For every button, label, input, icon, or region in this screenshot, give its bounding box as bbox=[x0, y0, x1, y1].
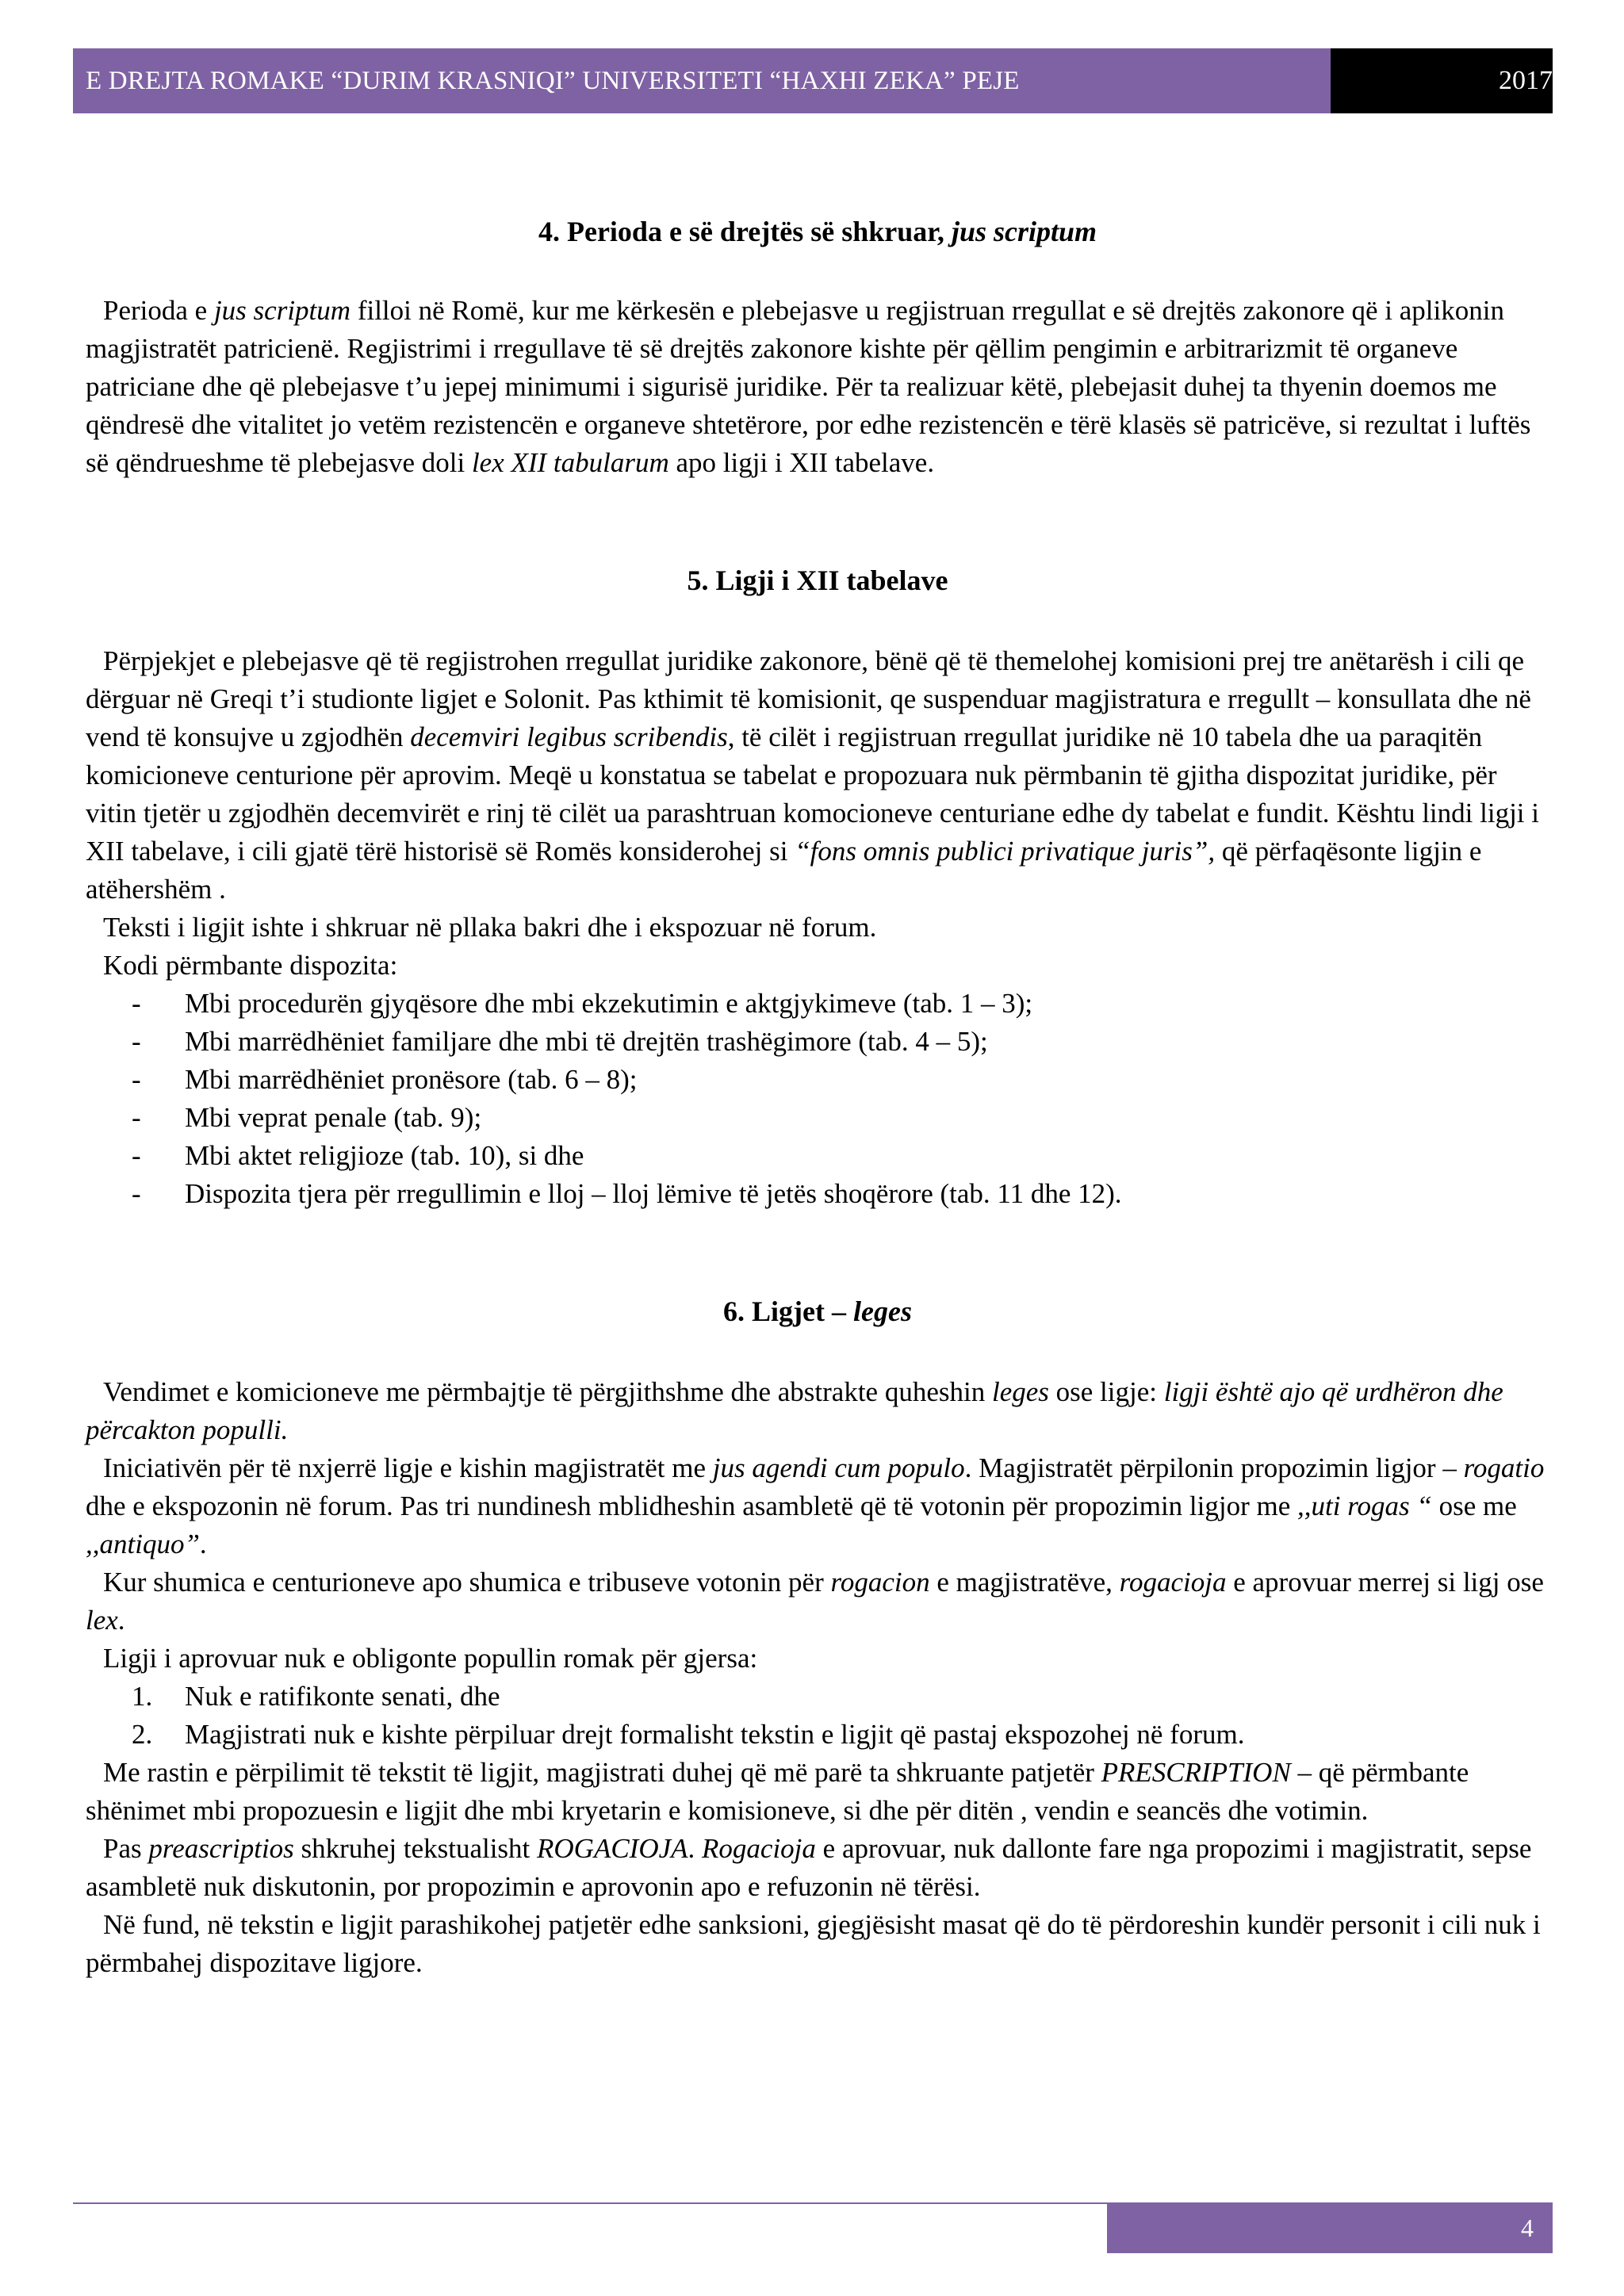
section-5-paragraph-1: Përpjekjet e plebejasve që të regjistrohen rregullat juridike zakonore, bënë që të themelohej komisioni prej tre anëtarësh i cili qe dërguar në Greqi t’i studionte ligjet e Solonit. Pas kthimit të komisionit, qe suspenduar magjistratura e rregullt – konsullata dhe në vend të konsujve u zgjodhën decemviri legibus scribendis, të cilët i regjistruan rregullat juridike në 10 tabela dhe ua paraqitën komicioneve centurione për aprovim. Meqë u konstatua se tabelat e propozuara nuk përmbanin të gjitha dispozitat juridike, për vitin tjetër u zgjodhën decemvirët e rinj të cilët ua parashtruan komocioneve centuriane edhe dy tabelat e fundit. Kështu lindi ligji i XII tabelave, i cili gjatë tërë historisë së Romës konsiderohej si “fons omnis publici privatique juris”, që përfaqësonte ligjin e atëhershëm . bbox=[86, 645, 1539, 905]
section-6-list bbox=[86, 1678, 1549, 1754]
page-number: 4 bbox=[1521, 2214, 1534, 2242]
section-6-paragraph-4: Ligji i aprovuar nuk e obligonte popullin romak për gjersa: bbox=[103, 1643, 758, 1674]
section-6-paragraph-2: Iniciativën për të nxjerrë ligje e kishin magjistratët me jus agendi cum populo. Magjistratët përpilonin propozimin ligjor – rogatio dhe e ekspozonin në forum. Pas tri nundinesh mblidheshin asambletë që të votonin për propozimin ligjor me ,,uti rogas “ ose me ,,antiquo”. bbox=[86, 1452, 1545, 1559]
section-6-heading: 6. Ligjet – leges bbox=[723, 1295, 912, 1327]
list-item: - Mbi veprat penale (tab. 9); bbox=[132, 1102, 482, 1133]
section-6-paragraph-1: Vendimet e komicioneve me përmbajtje të përgjithshme dhe abstrakte quheshin leges ose ligje: ligji është ajo që urdhëron dhe përcakton populli. bbox=[86, 1376, 1503, 1445]
document-body bbox=[86, 212, 1549, 1982]
footer-box bbox=[1107, 2202, 1553, 2253]
section-5-paragraph-3: Kodi përmbante dispozita: bbox=[103, 950, 398, 981]
list-item: - Mbi marrëdhëniet familjare dhe mbi të drejtën trashëgimore (tab. 4 – 5); bbox=[132, 1026, 988, 1057]
list-item: - Dispozita tjera për rregullimin e lloj – lloj lëmive të jetës shoqërore (tab. 11 dhe 12). bbox=[132, 1178, 1122, 1209]
section-6-paragraph-3: Kur shumica e centurioneve apo shumica e tribuseve votonin për rogacion e magjistratëve, rogacioja e aprovuar merrej si ligj ose lex. bbox=[86, 1567, 1544, 1636]
section-4-heading: 4. Perioda e së drejtës së shkruar, jus scriptum bbox=[538, 216, 1097, 247]
section-6-paragraph-5: Me rastin e përpilimit të tekstit të ligjit, magjistrati duhej që më parë ta shkruante patjetër PRESCRIPTION – që përmbante shënimet mbi propozuesin e ligjit dhe mbi kryetarin e komisioneve, si dhe për ditën , vendin e seancës dhe votimin. bbox=[86, 1757, 1469, 1826]
section-5-heading: 5. Ligji i XII tabelave bbox=[687, 564, 948, 596]
header-year: 2017 bbox=[1499, 66, 1553, 95]
section-5-paragraph-2: Teksti i ligjit ishte i shkruar në pllaka bakri dhe i ekspozuar në forum. bbox=[103, 912, 877, 943]
section-4-paragraph: Perioda e jus scriptum filloi në Romë, kur me kërkesën e plebejasve u regjistruan rregullat e së drejtës zakonore që i aplikonin magjistratët patricienë. Regjistrimi i rregullave të së drejtës zakonore kishte për qëllim pengimin e arbitrarizmit të organeve patriciane dhe që plebejasve t’u jepej minimumi i sigurisë juridike. Për ta realizuar këtë, plebejasit duhej ta thyenin doemos me qëndresë dhe vitalitet jo vetëm rezistencën e organeve shtetërore, por edhe rezistencën e tërë klasës së patricëve, si rezultat i luftës së qëndrueshme të plebejasve doli lex XII tabularum apo ligji i XII tabelave. bbox=[86, 295, 1531, 478]
section-5-list bbox=[86, 985, 1549, 1213]
list-item: - Mbi procedurën gjyqësore dhe mbi ekzekutimin e aktgjykimeve (tab. 1 – 3); bbox=[132, 988, 1033, 1019]
list-item: - Mbi marrëdhëniet pronësore (tab. 6 – 8); bbox=[132, 1064, 638, 1095]
header-title: E DREJTA ROMAKE “DURIM KRASNIQI” UNIVERSITETI “HAXHI ZEKA” PEJE bbox=[86, 67, 1020, 95]
section-6-paragraph-7: Në fund, në tekstin e ligjit parashikohej patjetër edhe sanksioni, gjegjësisht masat që do të përdoreshin kundër personit i cili nuk i përmbahej dispozitave ligjore. bbox=[86, 1909, 1541, 1978]
list-item: 1. Nuk e ratifikonte senati, dhe bbox=[132, 1681, 500, 1712]
list-item: 2. Magjistrati nuk e kishte përpiluar drejt formalisht tekstin e ligjit që pastaj ekspozohej në forum. bbox=[132, 1719, 1245, 1750]
list-item: - Mbi aktet religjioze (tab. 10), si dhe bbox=[132, 1140, 584, 1171]
section-6-paragraph-6: Pas preascriptios shkruhej tekstualisht ROGACIOJA. Rogacioja e aprovuar, nuk dallonte fare nga propozimi i magjistratit, sepse asambletë nuk diskutonin, por propozimin e aprovonin apo e refuzonin në tërësi. bbox=[86, 1833, 1532, 1902]
